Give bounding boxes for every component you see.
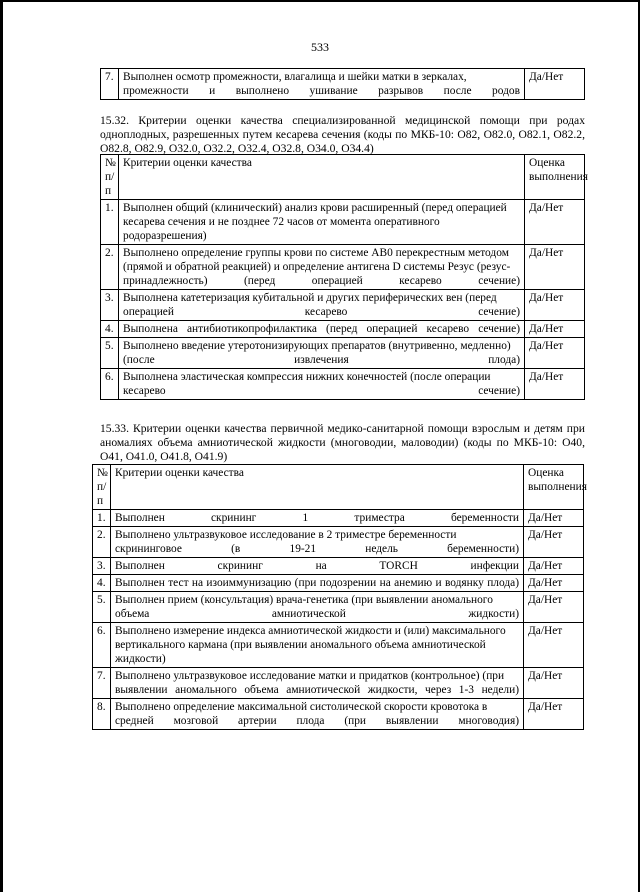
section-heading-15-32: 15.32. Критерии оценки качества специализированной медицинской помощи при родах одноплодных, разрешенных путем кесарева сечения (коды по МКБ-10: O82, O82.0, O82.1, O82.2, O82.8, O82.9, O32.0, O32.2, O32.4, O32.8, O34.0, O34.4) (100, 114, 585, 155)
result-cell: Да/Нет (525, 245, 585, 290)
result-cell: Да/Нет (524, 510, 584, 527)
result-cell: Да/Нет (525, 200, 585, 245)
row-number: 5. (93, 592, 111, 623)
criteria-text: Выполнена антибиотикопрофилактика (перед операцией кесарево сечение) (119, 321, 525, 338)
criteria-text: Выполнен скрининг на TORCH инфекции (111, 558, 524, 575)
criteria-text: Выполнен осмотр промежности, влагалища и шейки матки в зеркалах, промежности и выполнено ушивание разрывов после родов (119, 69, 525, 100)
criteria-text: Выполнена эластическая компрессия нижних конечностей (после операции кесарево сечение) (119, 369, 525, 400)
table-row (101, 69, 585, 100)
result-cell: Да/Нет (524, 592, 584, 623)
result-cell: Да/Нет (524, 699, 584, 730)
row-number: 3. (101, 290, 119, 321)
result-cell: Да/Нет (524, 527, 584, 558)
scan-border-top (0, 0, 640, 2)
table-row (101, 338, 585, 369)
criteria-text: Выполнено определение группы крови по системе AB0 перекрестным методом (прямой и обратной реакцией) и определение антигена D системы Резус (резус-принадлежность) (перед операцией кесарево сечение) (119, 245, 525, 290)
header-result: Оценка выполнения (524, 465, 584, 510)
table-row (93, 575, 584, 592)
table-row (93, 510, 584, 527)
criteria-text: Выполнено ультразвуковое исследование матки и придатков (контрольное) (при выявлении аномального объема амниотической жидкости, через 1-3 недели) (111, 668, 524, 699)
row-number: 4. (101, 321, 119, 338)
row-number: 3. (93, 558, 111, 575)
table-row (101, 290, 585, 321)
row-number: 2. (93, 527, 111, 558)
table-header-row (101, 155, 585, 200)
header-number: № п/п (101, 155, 119, 200)
table-row (101, 245, 585, 290)
result-cell: Да/Нет (524, 623, 584, 668)
result-cell: Да/Нет (524, 668, 584, 699)
criteria-text: Выполнено измерение индекса амниотической жидкости и (или) максимального вертикального кармана (при выявлении аномального объема амниотической жидкости) (111, 623, 524, 668)
criteria-table-15-32 (100, 154, 588, 400)
result-cell: Да/Нет (524, 575, 584, 592)
row-number: 1. (93, 510, 111, 527)
table-row (93, 623, 584, 668)
row-number: 6. (101, 369, 119, 400)
continuation-table (100, 68, 585, 100)
result-cell: Да/Нет (525, 290, 585, 321)
table-row (93, 699, 584, 730)
row-number: 4. (93, 575, 111, 592)
header-criteria: Критерии оценки качества (111, 465, 524, 510)
criteria-text: Выполнена катетеризация кубитальной и других периферических вен (перед операцией кесарево сечение) (119, 290, 525, 321)
result-cell: Да/Нет (525, 321, 585, 338)
table-row (93, 558, 584, 575)
criteria-text: Выполнен скрининг 1 триместра беременности (111, 510, 524, 527)
criteria-text: Выполнен общий (клинический) анализ крови расширенный (перед операцией кесарева сечения и не позднее 72 часов от момента оперативного родоразрешения) (119, 200, 525, 245)
result-cell: Да/Нет (525, 338, 585, 369)
criteria-table-15-33 (92, 464, 587, 730)
table-row (101, 200, 585, 245)
row-number: 1. (101, 200, 119, 245)
criteria-text: Выполнен тест на изоиммунизацию (при подозрении на анемию и водянку плода) (111, 575, 524, 592)
page-number: 533 (311, 40, 329, 54)
row-number: 6. (93, 623, 111, 668)
row-number: 7. (93, 668, 111, 699)
scan-border-left (0, 0, 3, 892)
table-row (93, 592, 584, 623)
row-number: 5. (101, 338, 119, 369)
header-number: № п/п (93, 465, 111, 510)
criteria-text: Выполнено ультразвуковое исследование в 2 триместре беременности скрининговое (в 19-21 недель беременности) (111, 527, 524, 558)
table-row (93, 668, 584, 699)
header-result: Оценка выполнения (525, 155, 585, 200)
criteria-text: Выполнено определение максимальной систолической скорости кровотока в средней мозговой артерии плода (при выявлении многоводия) (111, 699, 524, 730)
table-row (93, 527, 584, 558)
table-header-row (93, 465, 584, 510)
result-cell: Да/Нет (525, 369, 585, 400)
table-row (101, 369, 585, 400)
section-heading-15-33: 15.33. Критерии оценки качества первичной медико-санитарной помощи взрослым и детям при аномалиях объема амниотической жидкости (многоводии, маловодии) (коды по МКБ-10: O40, O41, O41.0, O41.8, O41.9) (100, 422, 585, 463)
row-number: 8. (93, 699, 111, 730)
table-row (101, 321, 585, 338)
row-number: 7. (101, 69, 119, 100)
criteria-text: Выполнен прием (консультация) врача-генетика (при выявлении аномального объема амниотической жидкости) (111, 592, 524, 623)
result-cell: Да/Нет (524, 558, 584, 575)
row-number: 2. (101, 245, 119, 290)
criteria-text: Выполнено введение утеротонизирующих препаратов (внутривенно, медленно) (после извлечения плода) (119, 338, 525, 369)
result-cell: Да/Нет (525, 69, 585, 100)
header-criteria: Критерии оценки качества (119, 155, 525, 200)
